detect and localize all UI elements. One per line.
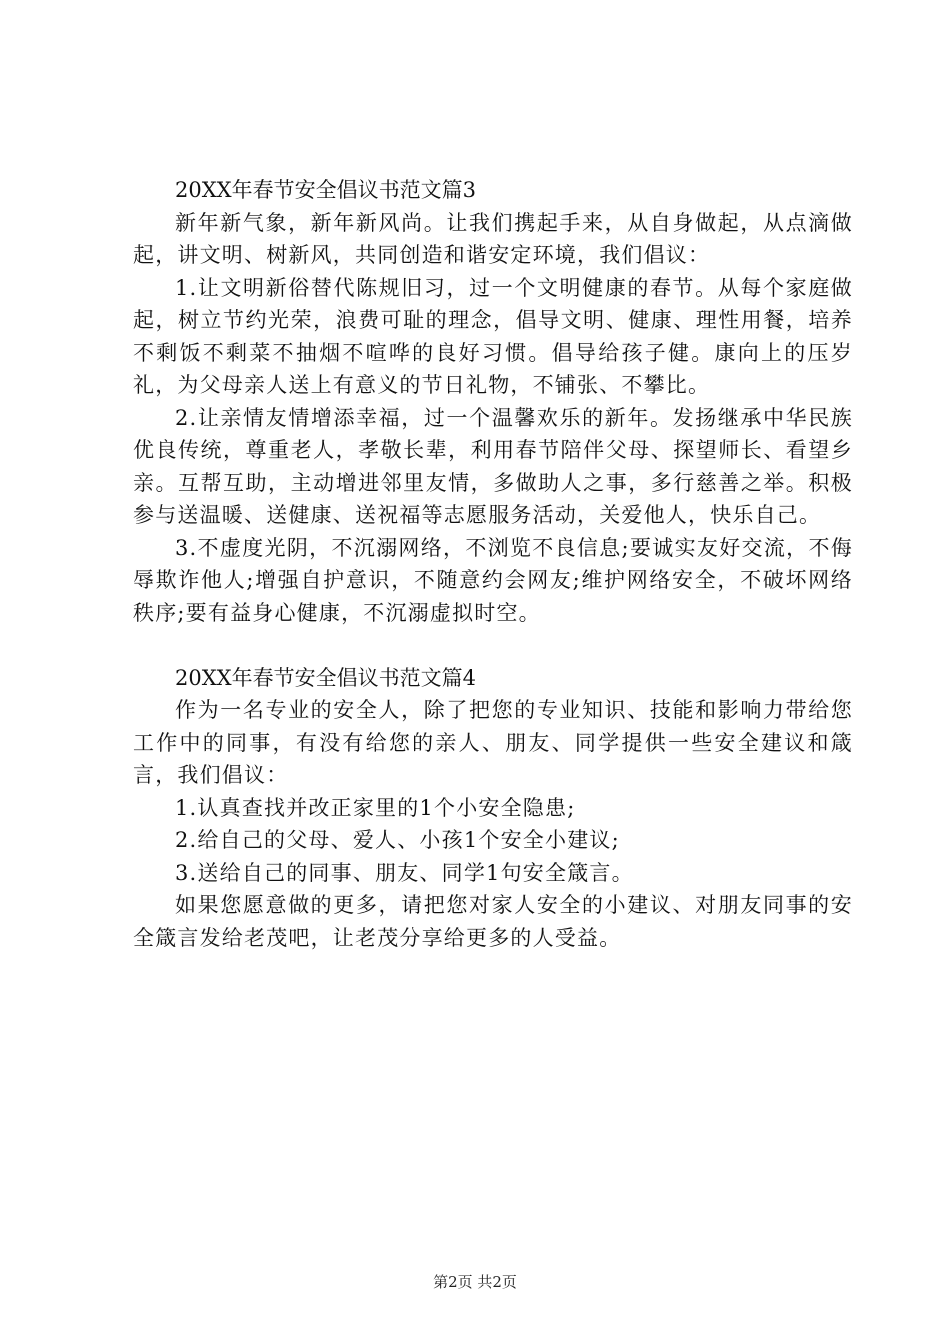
section-4-item-1: 1.认真查找并改正家里的1个小安全隐患;	[175, 795, 576, 820]
section-3-intro: 新年新气象，新年新风尚。让我们携起手来，从自身做起，从点滴做起，讲文明、树新风，共同创造和谐安定环境，我们倡议：	[133, 210, 853, 267]
section-3-item-3: 3.不虚度光阴，不沉溺网络，不浏览不良信息;要诚实友好交流，不侮辱欺诈他人;增强自护意识，不随意约会网友;维护网络安全，不破坏网络秩序;要有益身心健康，不沉溺虚拟时空。	[133, 535, 853, 625]
section-3-item-2: 2.让亲情友情增添幸福，过一个温馨欢乐的新年。发扬继承中华民族优良传统，尊重老人，孝敬长辈，利用春节陪伴父母、探望师长、看望乡亲。互帮互助，主动增进邻里友情，多做助人之事，多行慈善之举。积极参与送温暖、送健康、送祝福等志愿服务活动，关爱他人，快乐自己。	[133, 405, 853, 527]
section-4-heading: 20XX年春节安全倡议书范文篇4	[175, 665, 476, 690]
section-4-item-2: 2.给自己的父母、爱人、小孩1个安全小建议;	[175, 828, 620, 852]
section-3-item-1: 1.让文明新俗替代陈规旧习，过一个文明健康的春节。从每个家庭做起，树立节约光荣，浪费可耻的理念，倡导文明、健康、理性用餐，培养不剩饭不剩菜不抽烟不喧哗的良好习惯。倡导给孩子健。康向上的压岁礼，为父母亲人送上有意义的节日礼物，不铺张、不攀比。	[133, 275, 853, 397]
section-4-intro: 作为一名专业的安全人，除了把您的专业知识、技能和影响力带给您工作中的同事，有没有给您的亲人、朋友、同学提供一些安全建议和箴言，我们倡议：	[133, 698, 853, 787]
page-footer: 第2页 共2页	[433, 1273, 517, 1291]
document-body	[133, 174, 853, 954]
section-3	[133, 174, 853, 629]
section-spacer	[133, 629, 853, 662]
section-3-heading: 20XX年春节安全倡议书范文篇3	[175, 178, 476, 202]
section-4-closing: 如果您愿意做的更多，请把您对家人安全的小建议、对朋友同事的安全箴言发给老茂吧，让老茂分享给更多的人受益。	[133, 893, 853, 950]
section-4-item-3: 3.送给自己的同事、朋友、同学1句安全箴言。	[175, 860, 634, 885]
section-4	[133, 662, 853, 955]
